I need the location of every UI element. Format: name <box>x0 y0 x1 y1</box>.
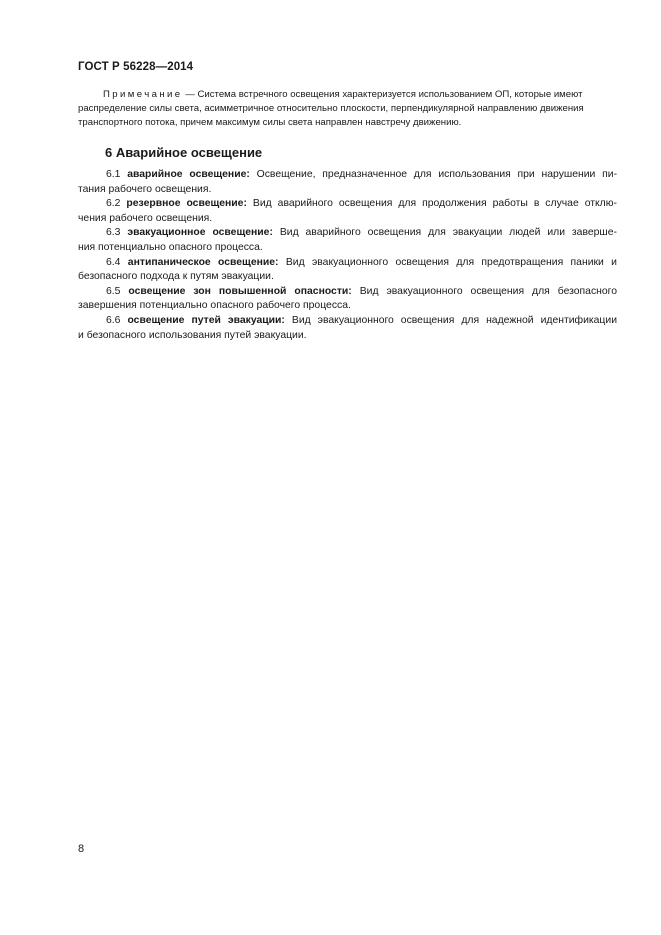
note-line-1 <box>78 88 617 102</box>
definition-line-2: завершения потенциально опасного рабочего процесса. <box>78 300 351 312</box>
term-label: резервное освещение: <box>126 198 247 210</box>
definition-item <box>78 256 617 285</box>
definition-item <box>78 226 617 255</box>
note-dash: — <box>185 89 195 100</box>
definition-line-1 <box>78 285 617 300</box>
item-number: 6.1 <box>106 169 121 180</box>
item-number: 6.2 <box>106 198 121 210</box>
definition-line-1 <box>78 256 617 271</box>
definition-line-2: чения рабочего освещения. <box>78 212 213 224</box>
section-body <box>78 168 617 343</box>
note-label: Примечание <box>103 89 183 100</box>
definition-line-1 <box>78 314 617 329</box>
section-heading: 6 Аварийное освещение <box>105 145 263 160</box>
note-line-3: транспортного потока, причем максимум силы света направлен навстречу движению. <box>78 117 462 128</box>
definition-text: Вид аварийного освещения для эвакуации людей или заверше- <box>279 227 618 239</box>
definition-line-2: и безопасного использования путей эвакуации. <box>78 329 307 341</box>
note-line-1-text: Система встречного освещения характеризуется использованием ОП, которые имеют <box>197 89 583 100</box>
definition-item <box>78 285 617 314</box>
definition-line-2: безопасного подхода к путям эвакуации. <box>78 271 274 283</box>
item-number: 6.4 <box>106 256 121 268</box>
definition-line-1 <box>78 168 617 183</box>
definition-text: Освещение, предназначенное для использования при нарушении пи- <box>256 169 618 180</box>
standard-code-header: ГОСТ Р 56228—2014 <box>78 61 194 73</box>
term-label: освещение путей эвакуации: <box>127 314 285 326</box>
item-number: 6.5 <box>106 285 121 297</box>
definition-line-1 <box>78 197 617 212</box>
term-label: антипаническое освещение: <box>127 256 279 268</box>
item-number: 6.3 <box>106 227 121 239</box>
page-number: 8 <box>78 843 85 855</box>
definition-item <box>78 314 617 343</box>
definition-item <box>78 168 617 197</box>
definition-line-2: ния потенциально опасного процесса. <box>78 241 263 253</box>
definition-text: Вид эвакуационного освещения для безопасного <box>359 285 617 297</box>
term-label: аварийное освещение: <box>127 169 250 180</box>
item-number: 6.6 <box>106 314 121 326</box>
note-block <box>78 88 617 130</box>
definition-text: Вид эвакуационного освещения для надежной идентификации <box>291 314 617 326</box>
note-line-2: распределение силы света, асимметричное относительно плоскости, перпендикулярной направлению движения <box>78 103 584 114</box>
definition-item <box>78 197 617 226</box>
definition-line-2: тания рабочего освещения. <box>78 183 212 195</box>
definition-text: Вид аварийного освещения для продолжения работы в случае отклю- <box>252 198 617 210</box>
definition-text: Вид эвакуационного освещения для предотвращения паники и <box>285 256 617 268</box>
definition-line-1 <box>78 226 617 241</box>
term-label: эвакуационное освещение: <box>127 227 273 239</box>
term-label: освещение зон повышенной опасности: <box>128 285 352 297</box>
